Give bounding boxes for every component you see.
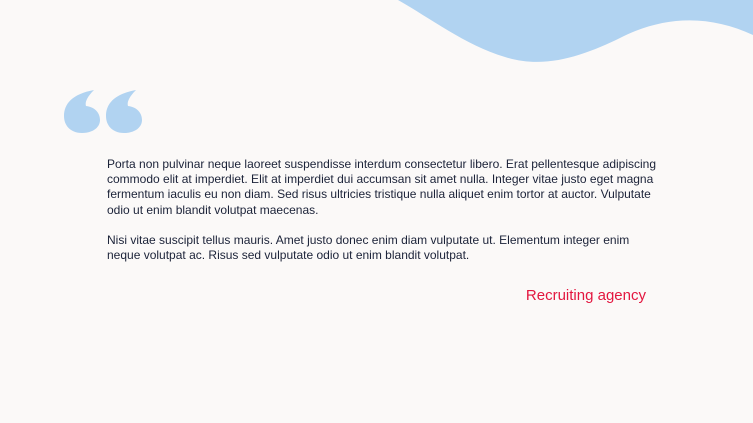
quotation-mark-icon [62,86,146,136]
quote-text [107,157,657,278]
quote-attribution: Recruiting agency [525,287,646,304]
quote-paragraph: Nisi vitae suscipit tellus mauris. Amet justo donec enim diam vulputate ut. Elementum integer enim neque volutpat ac. Risus sed vulputate odio ut enim blandit volutpat. [107,232,630,263]
quote-paragraph: Porta non pulvinar neque laoreet suspendisse interdum consectetur libero. Erat pellentesque adipiscing commodo elit at imperdiet. Elit at imperdiet dui accumsan sit amet nulla. Integer vitae justo eget magna fermentum iaculis eu non diam. Sed risus ultricies tristique nulla aliquet enim tortor at auctor. Vulputate odio ut enim blandit volutpat maecenas. [107,157,657,217]
